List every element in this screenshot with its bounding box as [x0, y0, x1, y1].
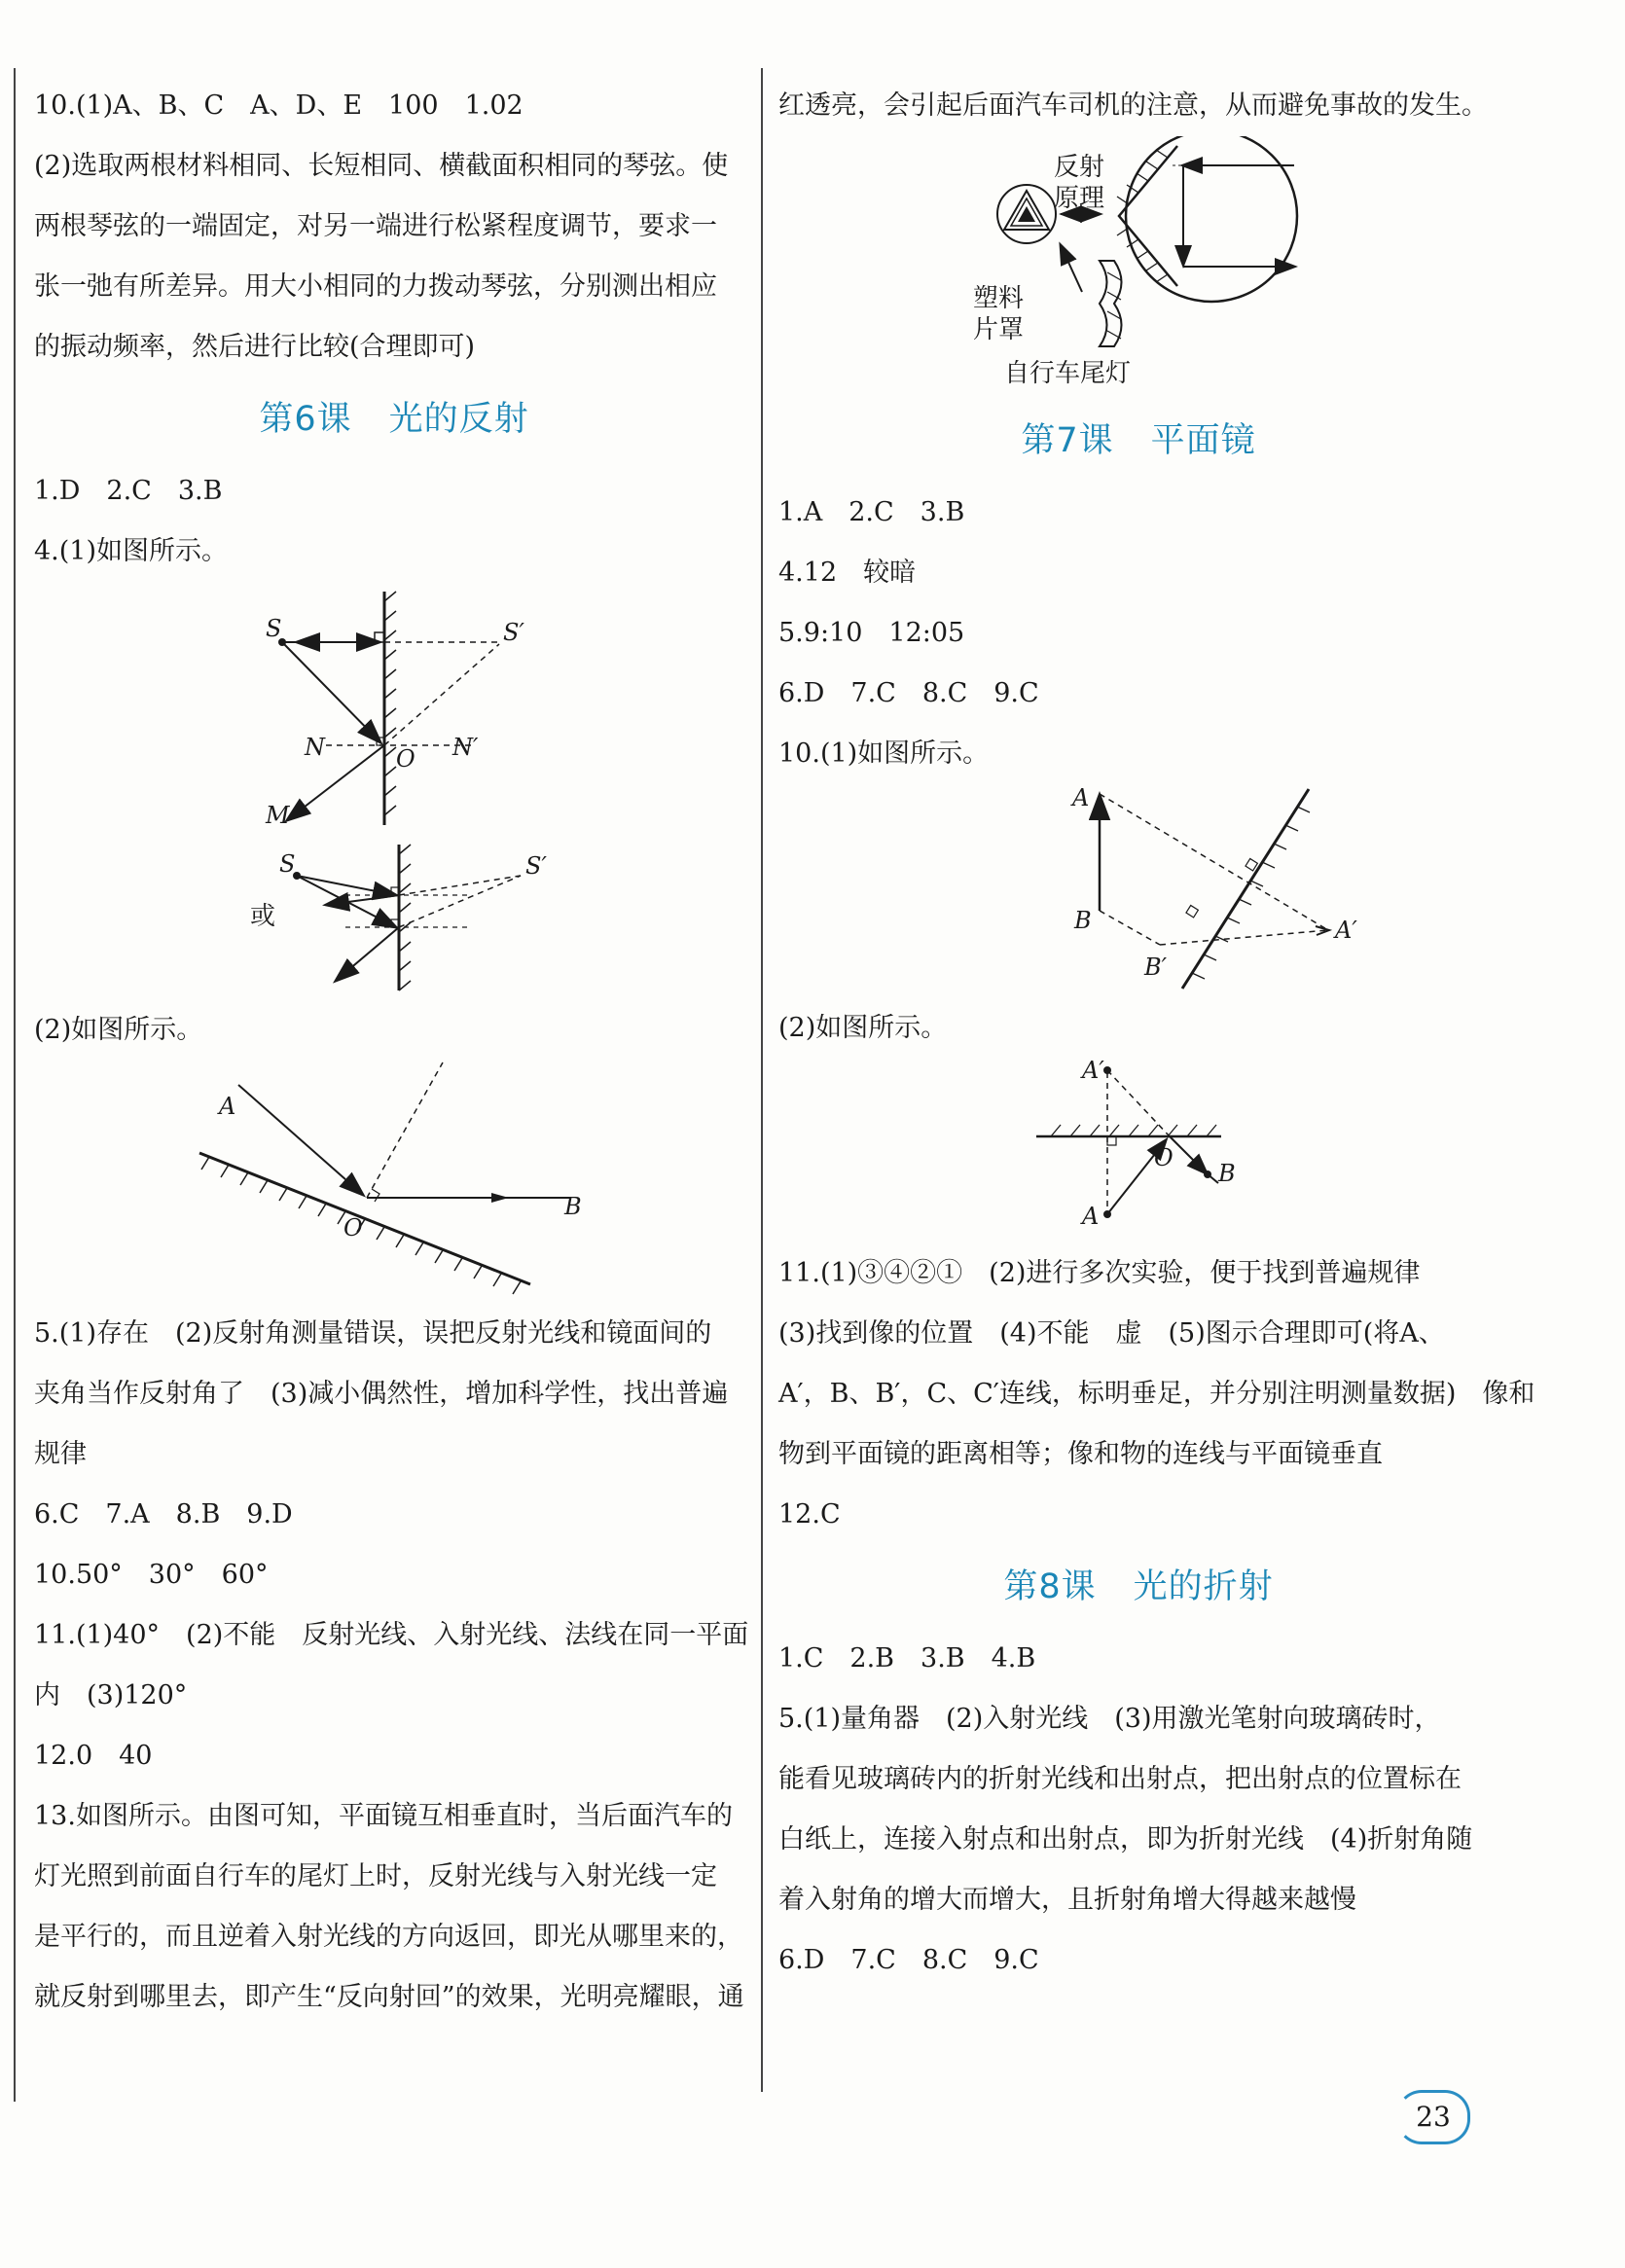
- answer-12: 12.0 40: [34, 1741, 153, 1771]
- answer-4-2: (2)如图所示。: [34, 1015, 203, 1045]
- label-B: B: [564, 1193, 582, 1220]
- label-reflect-2: 原理: [1054, 184, 1105, 213]
- r-answer-11-line2: (3)找到像的位置 (4)不能 虚 (5)图示合理即可(将A、: [778, 1318, 1445, 1349]
- label-A-10: A: [1072, 784, 1090, 811]
- label-B-prime-10: B′: [1144, 954, 1168, 981]
- label-B-10: B: [1074, 907, 1092, 934]
- lesson-6-number: 第6课: [259, 400, 352, 439]
- r8-answer-5-line1: 5.(1)量角器 (2)入射光线 (3)用激光笔射向玻璃砖时，: [778, 1704, 1441, 1734]
- r8-answer-1-4: 1.C 2.B 3.B 4.B: [778, 1643, 1036, 1674]
- figure-4-2-inclined-mirror: [34, 1061, 754, 1304]
- r-answer-1-3: 1.A 2.C 3.B: [778, 497, 965, 527]
- figure-10-1-plane-mirror-image: [778, 784, 1499, 998]
- label-plastic-2: 片罩: [973, 315, 1025, 344]
- lesson-7-number: 第7课: [1021, 421, 1114, 460]
- r-answer-5: 5.9:10 12:05: [778, 618, 965, 648]
- answer-5-line1: 5.(1)存在 (2)反射角测量错误，误把反射光线和镜面间的: [34, 1318, 712, 1349]
- lesson-6-heading: [34, 378, 754, 461]
- r-answer-6-9: 6.D 7.C 8.C 9.C: [778, 678, 1039, 708]
- answer-13-line5: 红透亮，会引起后面汽车司机的注意，从而避免事故的发生。: [778, 90, 1488, 121]
- label-A: A: [219, 1093, 236, 1120]
- answer-10-2-line1: (2)选取两根材料相同、长短相同、横截面积相同的琴弦。使: [34, 151, 729, 181]
- r8-answer-5-line2: 能看见玻璃砖内的折射光线和出射点，把出射点的位置标在: [778, 1764, 1462, 1794]
- label-N-prime: N′: [452, 734, 479, 761]
- answer-5-line3: 规律: [34, 1439, 87, 1469]
- answer-13-line4: 就反射到哪里去，即产生“反向射回”的效果，光明亮耀眼，通: [34, 1982, 744, 2012]
- label-or: 或: [250, 902, 276, 931]
- answer-13-line3: 是平行的，而且逆着入射光线的方向返回，即光从哪里来的，: [34, 1922, 743, 1952]
- label-A-10-2: A: [1082, 1203, 1100, 1230]
- page-number: 23: [1396, 2090, 1470, 2144]
- lesson-6-title: 光的反射: [388, 400, 529, 439]
- label-M: M: [266, 802, 290, 829]
- answer-10-1: 10.(1)A、B、C A、D、E 100 1.02: [34, 90, 524, 121]
- answer-6-9: 6.C 7.A 8.B 9.D: [34, 1499, 293, 1530]
- lesson-7-heading: [778, 399, 1499, 483]
- label-A-prime-10-2: A′: [1082, 1059, 1104, 1084]
- column-divider: [761, 68, 763, 2092]
- answer-10-2-line2: 两根琴弦的一端固定，对另一端进行松紧程度调节，要求一: [34, 211, 717, 241]
- label-A-prime-10: A′: [1335, 917, 1357, 944]
- label-S-alt: S: [279, 850, 296, 878]
- answer-13-line2: 灯光照到前面自行车的尾灯上时，反射光线与入射光线一定: [34, 1861, 717, 1891]
- label-plastic-1: 塑料: [973, 284, 1025, 313]
- label-S-prime: S′: [503, 619, 524, 646]
- figure-4-1-mirror-reflection: [34, 582, 754, 835]
- lesson-8-number: 第8课: [1003, 1567, 1097, 1606]
- r-answer-11-line1: 11.(1)③④②① (2)进行多次实验，便于找到普遍规律: [778, 1258, 1421, 1288]
- label-taillight: 自行车尾灯: [1004, 359, 1132, 388]
- r-answer-4: 4.12 较暗: [778, 558, 917, 588]
- r8-answer-6-9: 6.D 7.C 8.C 9.C: [778, 1945, 1039, 1975]
- r-answer-10-1: 10.(1)如图所示。: [778, 738, 990, 769]
- right-column: [778, 76, 1535, 1991]
- lesson-8-heading: [778, 1545, 1499, 1629]
- answer-1-3: 1.D 2.C 3.B: [34, 476, 223, 506]
- label-N: N: [305, 734, 325, 761]
- figure-bicycle-taillight: [778, 136, 1499, 399]
- label-S-prime-alt: S′: [525, 852, 547, 880]
- answer-4-1: 4.(1)如图所示。: [34, 536, 229, 566]
- r-answer-11-line4: 物到平面镜的距离相等；像和物的连线与平面镜垂直: [778, 1439, 1383, 1469]
- r8-answer-5-line4: 着入射角的增大而增大，且折射角增大得越来越慢: [778, 1885, 1356, 1915]
- label-S: S: [266, 615, 282, 642]
- reflector-icon: [997, 185, 1056, 243]
- answer-13-line1: 13.如图所示。由图可知，平面镜互相垂直时，当后面汽车的: [34, 1801, 733, 1831]
- lesson-8-title: 光的折射: [1133, 1567, 1274, 1606]
- answer-11-line1: 11.(1)40° (2)不能 反射光线、入射光线、法线在同一平面: [34, 1620, 749, 1650]
- answer-10-2-line4: 的振动频率，然后进行比较(合理即可): [34, 332, 476, 362]
- figure-10-2-mirror-ray: [778, 1059, 1499, 1243]
- label-O: O: [396, 745, 415, 773]
- label-O-10-2: O: [1154, 1144, 1174, 1171]
- r-answer-11-line3: A′，B、B′，C、C′连线，标明垂足，并分别注明测量数据) 像和: [778, 1379, 1535, 1409]
- r-answer-12: 12.C: [778, 1499, 841, 1530]
- figure-4-1-alternate: [34, 835, 754, 1000]
- lesson-7-title: 平面镜: [1150, 421, 1256, 460]
- r8-answer-5-line3: 白纸上，连接入射点和出射点，即为折射光线 (4)折射角随: [778, 1824, 1473, 1854]
- answer-10: 10.50° 30° 60°: [34, 1560, 269, 1590]
- label-B-10-2: B: [1218, 1160, 1236, 1187]
- answer-5-line2: 夹角当作反射角了 (3)减小偶然性，增加科学性，找出普遍: [34, 1379, 729, 1409]
- plastic-cover-icon: [1100, 261, 1122, 346]
- answer-11-line2: 内 (3)120°: [34, 1680, 188, 1710]
- left-margin-rule: [14, 68, 16, 2102]
- r-answer-10-2: (2)如图所示。: [778, 1013, 948, 1043]
- label-reflect-1: 反射: [1054, 153, 1105, 182]
- left-column: [34, 76, 754, 2028]
- answer-10-2-line3: 张一弛有所差异。用大小相同的力拨动琴弦，分别测出相应: [34, 271, 717, 302]
- label-O-2: O: [343, 1214, 363, 1242]
